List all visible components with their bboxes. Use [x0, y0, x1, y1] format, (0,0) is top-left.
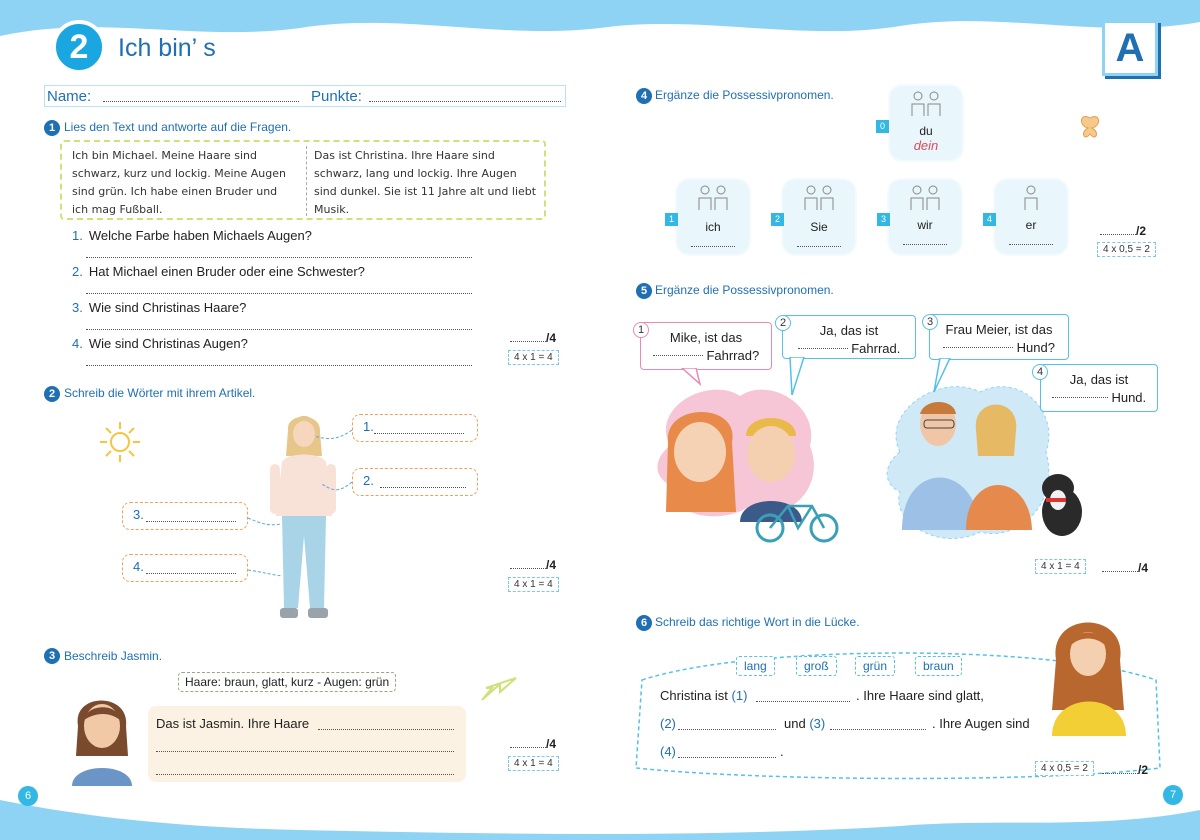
people-icon	[695, 184, 731, 212]
unit-number-badge: 2	[52, 20, 106, 74]
word-field-2[interactable]	[380, 487, 466, 488]
people-icon	[907, 184, 943, 212]
gap-field-1[interactable]	[756, 701, 850, 702]
question-2: 2. Hat Michael einen Bruder oder eine Schwester?	[72, 264, 365, 279]
bubble-number-4: 4	[1032, 364, 1048, 380]
pronoun-field-3[interactable]	[903, 244, 947, 245]
task2-title: Schreib die Wörter mit ihrem Artikel.	[64, 386, 256, 400]
pronoun-label-4: er	[1025, 218, 1037, 232]
card-number-4: 4	[983, 213, 996, 226]
bubble-number-1: 1	[633, 322, 649, 338]
task6-title: Schreib das richtige Wort in die Lücke.	[655, 615, 860, 629]
example-answer: dein	[913, 138, 939, 153]
word-chip-gruen: grün	[855, 656, 895, 676]
pronoun-label-3: wir	[917, 218, 933, 232]
describe-line-1[interactable]	[318, 729, 454, 730]
word-chip-lang: lang	[736, 656, 775, 676]
word-label-3: 3.	[122, 502, 248, 530]
pronoun-card-1	[677, 180, 749, 254]
answer-line-4[interactable]	[86, 365, 472, 366]
task6-score: /2	[1102, 763, 1148, 777]
speech-bubble-1: Mike, ist das Fahrrad?	[640, 322, 772, 370]
example-pronoun: du	[919, 124, 933, 138]
word-field-4[interactable]	[146, 573, 236, 574]
gap-number-2: (2)	[660, 716, 676, 731]
bubble-field-3[interactable]	[943, 347, 1013, 348]
task3-number: 3	[44, 648, 60, 664]
pronoun-field-1[interactable]	[691, 246, 735, 247]
pronoun-card-3	[889, 180, 961, 254]
bubble-field-2[interactable]	[798, 348, 848, 349]
gap-line-1-end: . Ihre Haare sind glatt,	[856, 688, 984, 703]
bubble-number-2: 2	[775, 315, 791, 331]
gap-number-4: (4)	[660, 744, 676, 759]
task5-title: Ergänze die Possessivpronomen.	[655, 283, 834, 297]
page-number-right: 7	[1163, 785, 1183, 805]
task6-formula: 4 x 0,5 = 2	[1035, 761, 1094, 776]
word-label-1: 1.	[352, 414, 478, 442]
task4-formula: 4 x 0,5 = 2	[1097, 242, 1156, 257]
page-title: Ich bin’ s	[118, 34, 216, 62]
task1-number: 1	[44, 120, 60, 136]
gap-field-4[interactable]	[678, 757, 776, 758]
answer-line-3[interactable]	[86, 329, 472, 330]
answer-line-1[interactable]	[86, 257, 472, 258]
task1-title: Lies den Text und antworte auf die Fragen.	[64, 120, 292, 134]
gap-line-3-end: .	[780, 744, 784, 759]
word-label-2: 2.	[352, 468, 478, 496]
gap-line-1: Christina ist (1)	[660, 688, 748, 703]
task3-score: /4	[510, 737, 556, 751]
example-number: 0	[876, 120, 889, 133]
task2-score: /4	[510, 558, 556, 572]
task1-formula: 4 x 1 = 4	[508, 350, 559, 365]
pronoun-label-1: ich	[705, 220, 721, 234]
task4-number: 4	[636, 88, 652, 104]
bubble-field-4[interactable]	[1052, 397, 1108, 398]
people-icon	[908, 90, 944, 118]
task6-number: 6	[636, 615, 652, 631]
text-christina: Das ist Christina. Ihre Haare sind schwarz, lang und lockig. Ihre Augen sind dunkel. Sie ist 11 Jahre alt und liebt Musik.	[314, 149, 537, 216]
people-icon	[801, 184, 837, 212]
pointer-arrows	[248, 420, 368, 590]
text-michael: Ich bin Michael. Meine Haare sind schwarz, kurz und lockig. Meine Augen sind grün. Ich habe einen Bruder und ich mag Fußball.	[72, 149, 287, 216]
card-number-2: 2	[771, 213, 784, 226]
person-icon	[1019, 184, 1043, 212]
task3-start-text: Das ist Jasmin. Ihre Haare	[156, 716, 310, 731]
describe-line-3[interactable]	[156, 774, 454, 775]
task5-number: 5	[636, 283, 652, 299]
example-card	[890, 86, 962, 160]
name-points-row	[44, 85, 566, 107]
adults-with-dog-illustration	[896, 400, 1106, 550]
task5-score: /4	[1102, 561, 1148, 575]
bottom-wave	[0, 790, 1200, 840]
name-field[interactable]	[103, 101, 299, 102]
task4-title: Ergänze die Possessivpronomen.	[655, 88, 834, 102]
version-badge: A	[1102, 20, 1158, 76]
answer-line-2[interactable]	[86, 293, 472, 294]
points-label: Punkte:	[311, 88, 362, 105]
task5-formula: 4 x 1 = 4	[1035, 559, 1086, 574]
question-1: 1. Welche Farbe haben Michaels Augen?	[72, 228, 312, 243]
speech-bubble-2: Ja, das ist Fahrrad.	[782, 315, 916, 359]
card-number-1: 1	[665, 213, 678, 226]
bubble-number-3: 3	[922, 314, 938, 330]
pronoun-field-2[interactable]	[797, 246, 841, 247]
bubble-tail-3	[932, 358, 954, 394]
bubble-tail-1	[680, 368, 702, 386]
question-4: 4. Wie sind Christinas Augen?	[72, 336, 248, 351]
task4-score: /2	[1100, 224, 1146, 238]
arrow-icon	[478, 674, 520, 704]
gap-field-3[interactable]	[830, 729, 926, 730]
gap-field-2[interactable]	[678, 729, 776, 730]
task3-formula: 4 x 1 = 4	[508, 756, 559, 771]
jasmin-illustration	[66, 686, 138, 786]
card-number-3: 3	[877, 213, 890, 226]
task3-hint: Haare: braun, glatt, kurz - Augen: grün	[178, 672, 396, 692]
sun-icon	[96, 418, 144, 466]
pronoun-card-2	[783, 180, 855, 254]
word-label-4: 4.	[122, 554, 248, 582]
pronoun-label-2: Sie	[810, 220, 828, 234]
page-number-left: 6	[18, 786, 38, 806]
word-field-1[interactable]	[374, 433, 464, 434]
task1-score: /4	[510, 331, 556, 345]
text-divider	[306, 146, 307, 216]
gap-line-2-end: . Ihre Augen sind	[932, 716, 1030, 731]
pronoun-card-4	[995, 180, 1067, 254]
bubble-tail-2	[786, 357, 808, 397]
speech-bubble-4: Ja, das ist Hund.	[1040, 364, 1158, 412]
task2-number: 2	[44, 386, 60, 402]
describe-line-2[interactable]	[156, 751, 454, 752]
speech-bubble-3: Frau Meier, ist das Hund?	[929, 314, 1069, 360]
pronoun-field-4[interactable]	[1009, 244, 1053, 245]
reading-text-box	[60, 140, 546, 220]
bicycle-icon	[754, 494, 842, 544]
bubble-field-1[interactable]	[653, 355, 703, 356]
name-label: Name:	[47, 88, 92, 105]
task2-formula: 4 x 1 = 4	[508, 577, 559, 592]
points-field[interactable]	[369, 101, 561, 102]
task3-title: Beschreib Jasmin.	[64, 649, 163, 663]
gap-line-2-mid: und (3)	[784, 716, 826, 731]
christina-illustration	[1048, 610, 1130, 736]
word-field-3[interactable]	[146, 521, 236, 522]
word-chip-gross: groß	[796, 656, 837, 676]
question-3: 3. Wie sind Christinas Haare?	[72, 300, 247, 315]
butterfly-icon	[1076, 112, 1104, 142]
word-chip-braun: braun	[915, 656, 962, 676]
